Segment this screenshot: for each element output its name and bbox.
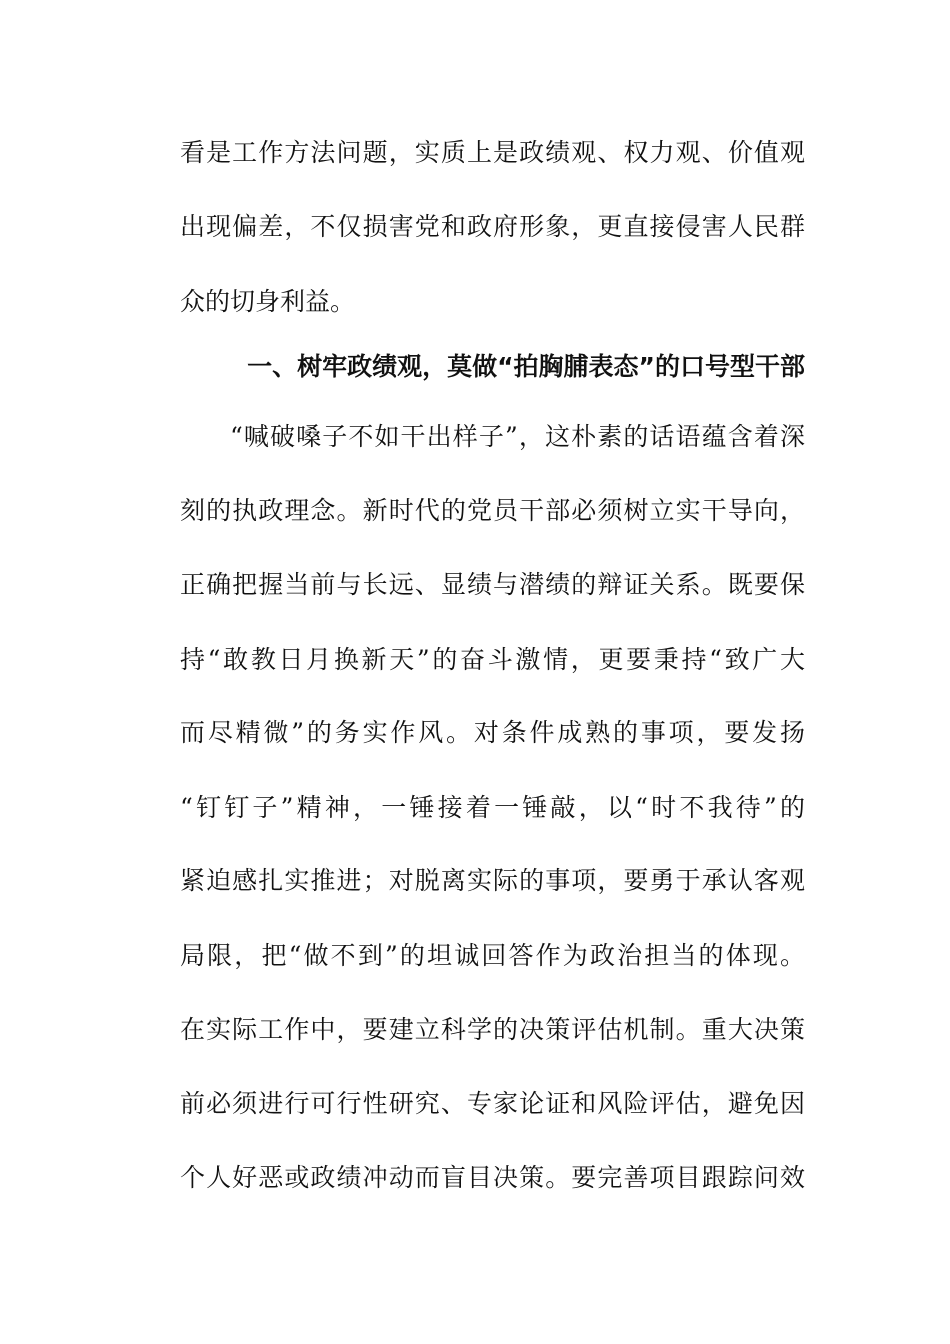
text-line: 出现偏差，不仅损害党和政府形象，更直接侵害人民群 [180,212,805,241]
text-line: 看是工作方法问题，实质上是政绩观、权力观、价值观 [180,138,805,167]
text-line: 局限，把“做不到”的坦诚回答作为政治担当的体现。 [180,941,805,970]
text-line: 前必须进行可行性研究、专家论证和风险评估，避免因 [180,1089,805,1118]
text-line: 持“敢教日月换新天”的奋斗激情，更要秉持“致广大 [180,645,805,674]
paragraph-first-line: “喊破嗓子不如干出样子”，这朴素的话语蕴含着深 [230,422,805,451]
text-line: 刻的执政理念。新时代的党员干部必须树立实干导向， [180,496,805,525]
text-line: 个人好恶或政绩冲动而盲目决策。要完善项目跟踪问效 [180,1163,805,1192]
text-line: 紧迫感扎实推进；对脱离实际的事项，要勇于承认客观 [180,866,805,895]
text-line: 在实际工作中，要建立科学的决策评估机制。重大决策 [180,1015,805,1044]
text-line: 而尽精微”的务实作风。对条件成熟的事项，要发扬 [180,718,805,747]
section-heading: 一、树牢政绩观，莫做“拍胸脯表态”的口号型干部 [247,352,805,381]
text-line: 众的切身利益。 [180,287,356,316]
text-line: “钉钉子”精神，一锤接着一锤敲，以“时不我待”的 [180,793,805,822]
text-line: 正确把握当前与长远、显绩与潜绩的辩证关系。既要保 [180,570,805,599]
